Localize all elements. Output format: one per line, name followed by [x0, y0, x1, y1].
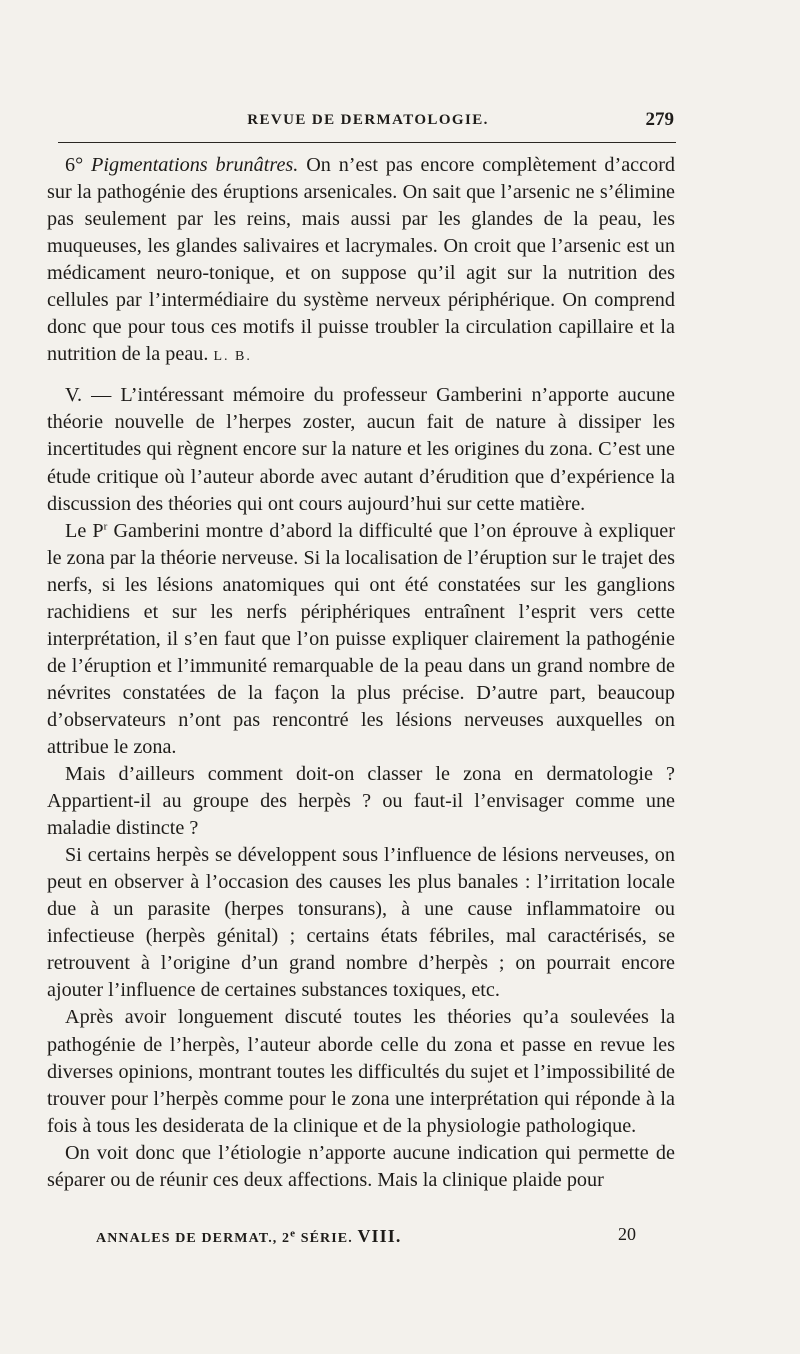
body-text	[47, 152, 675, 1194]
paragraph-classification	[47, 761, 675, 842]
page-number: 279	[645, 109, 674, 130]
paragraph-text: Gamberini montre d’abord la difficulté que l’on éprouve à expliquer le zona par la théorie nerveuse. Si la localisation de l’éruption sur le trajet des nerfs, si les lésions anatomiques qui ont été constatées sur les ganglions rachidiens et sur les nerfs périphériques entraînent l’esprit vers cette interprétation, il s’en faut que l’on puisse expliquer clairement la pathogénie de l’éruption et l’immunité remarquable de la peau dans un grand nombre de névrites constatées de la façon la plus précise. D’autre part, beaucoup d’observateurs n’ont pas rencontré les lésions nerveuses auxquelles on attribue le zona.	[47, 519, 675, 758]
author-signature: L. B.	[213, 349, 252, 365]
section-number: 6°	[65, 154, 84, 176]
section-title: Pigmentations brunâtres.	[91, 154, 299, 176]
paragraph-text: Si certains herpès se développent sous l’influence de lésions nerveuses, on peut en observer à l’occasion des causes les plus banales : l’irritation locale due à un parasite (herpes tonsurans), à une cause inflammatoire ou infectieuse (herpès génital) ; certains états fébriles, mal caractérisés, se retrouvent à l’origine d’un grand nombre d’herpès ; on pourrait encore ajouter l’influence de certaines substances toxiques, etc.	[47, 844, 675, 1002]
paragraph-text: On n’est pas encore complètement d’accord sur la pathogénie des éruptions arsenicales. On sait que l’arsenic ne s’élimine pas seulement par les reins, mais aussi par les glandes de la peau, les muqueuses, les glandes salivaires et lacrymales. On croit que l’arsenic est un médicament neuro-tonique, et on suppose qu’il agit sur la nutrition des cellules par l’intermédiaire du système nerveux périphérique. On comprend donc que pour tous ces motifs il puisse troubler la circulation capillaire et la nutrition de la peau.	[47, 154, 676, 366]
volume-number: VIII.	[357, 1226, 402, 1246]
paragraph-etiology	[47, 1140, 675, 1194]
running-title: REVUE DE DERMATOLOGIE.	[247, 112, 489, 128]
paragraph-theories-review	[47, 1004, 675, 1139]
professor-abbrev: Le P	[65, 519, 104, 542]
series-label: SÉRIE.	[300, 1231, 353, 1246]
paragraph-text: Mais d’ailleurs comment doit-on classer le zona en dermatologie ? Appartient-il au groupe des herpès ? ou faut-il l’envisager comme une maladie distincte ?	[47, 763, 675, 840]
paragraph-pigmentations	[47, 152, 675, 370]
paragraph-text: Après avoir longuement discuté toutes les théories qu’a soulevées la pathogénie de l’herpès, l’auteur aborde celle du zona et passe en revue les diverses opinions, montrant toutes les difficultés du sujet et l’impossibilité de trouver pour l’herpès comme pour le zona une interprétation qui réponde à la fois à tous les desiderata de la clinique et de la physiologie pathologique.	[47, 1006, 675, 1137]
header-rule	[58, 142, 676, 143]
professor-abbrev-sup: r	[103, 519, 108, 532]
section-number: V. —	[65, 384, 112, 407]
paragraph-nerve-theory	[47, 518, 675, 761]
journal-signature-line	[96, 1226, 401, 1247]
paragraph-text: On voit donc que l’étiologie n’apporte aucune indication qui permette de séparer ou de réunir ces deux affections. Mais la clinique plaide pour	[47, 1141, 675, 1191]
paragraph-text: L’intéressant mémoire du professeur Gamberini n’apporte aucune théorie nouvelle de l’herpes zoster, aucun fait de nature à dissiper les incertitudes qui règnent encore sur la nature et les origines du zona. C’est une étude critique où l’auteur aborde avec autant d’érudition que d’expérience la discussion des théories qui ont cours aujourd’hui sur cette matière.	[47, 384, 676, 515]
paragraph-gamberini-intro	[47, 382, 675, 517]
journal-title: ANNALES DE DERMAT., 2	[96, 1231, 291, 1246]
page-footer	[96, 1226, 636, 1250]
series-sup: e	[290, 1227, 297, 1240]
signature-mark: 20	[618, 1224, 636, 1244]
paragraph-herpes-causes	[47, 842, 675, 1004]
running-head	[62, 109, 674, 136]
